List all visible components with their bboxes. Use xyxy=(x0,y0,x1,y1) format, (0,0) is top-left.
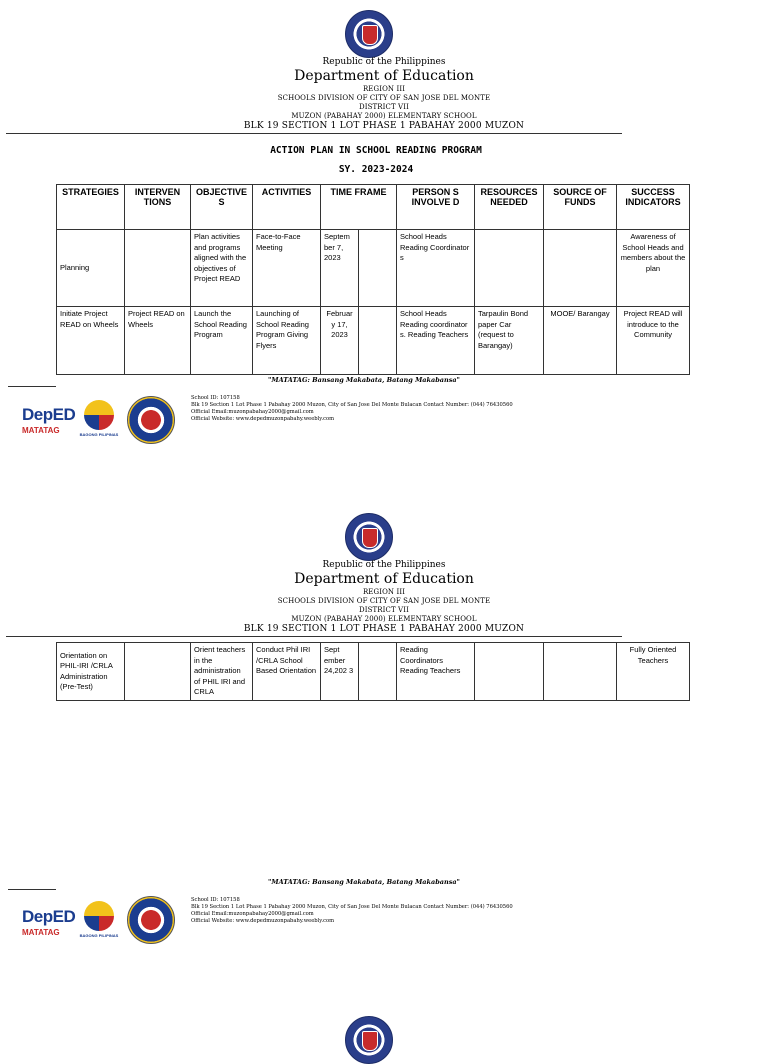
cell-objectives: Plan activities and programs aligned with the objectives of Project READ xyxy=(191,230,253,307)
table-row xyxy=(57,643,690,701)
table-header-row xyxy=(57,185,690,230)
cell-funds xyxy=(544,643,617,701)
division-text: SCHOOLS DIVISION OF CITY OF SAN JOSE DEL MONTE xyxy=(277,94,491,102)
col-header-funds: SOURCE OF FUNDS xyxy=(544,185,617,230)
cell-objectives: Orient teachers in the administration of PHIL IRI and CRLA xyxy=(191,643,253,701)
cell-interventions: Project READ on Wheels xyxy=(125,307,191,375)
col-header-time-frame: TIME FRAME xyxy=(321,185,397,230)
district-text: DISTRICT VII xyxy=(359,103,409,111)
footer-address-contact: Blk 19 Section 1 Lot Phase 1 Pabahay 2000 Muzon, City of San Jose Del Monte Bulacan Contact Number: (044) 76430560 xyxy=(191,402,513,408)
document-title: ACTION PLAN IN SCHOOL READING PROGRAM xyxy=(270,145,482,156)
cell-persons: Reading Coordinators Reading Teachers xyxy=(397,643,475,701)
cell-interventions xyxy=(125,230,191,307)
bagong-pilipinas-logo xyxy=(76,901,122,941)
school-address: BLK 19 SECTION 1 LOT PHASE 1 PABAHAY 2000 MUZON xyxy=(243,121,525,131)
footer-email: Official Email:muzonpabahay2000@gmail.com xyxy=(191,409,314,415)
motto-text: "MATATAG: Bansang Makabata, Batang Makabansa" xyxy=(268,878,460,886)
cell-resources: Tarpaulin Bond paper Car (request to Barangay) xyxy=(475,307,544,375)
header-divider xyxy=(6,636,622,637)
cell-activities: Launching of School Reading Program Giving Flyers xyxy=(253,307,321,375)
deped-logo-text: DepED xyxy=(22,405,76,424)
cell-indicators: Awareness of School Heads and members about the plan xyxy=(617,230,690,307)
footer-website: Official Website: www.depedmuzonpabahy.weebly.com xyxy=(191,416,335,422)
footer-address-contact: Blk 19 Section 1 Lot Phase 1 Pabahay 2000 Muzon, City of San Jose Del Monte Bulacan Contact Number: (044) 76430560 xyxy=(191,904,513,910)
bagong-pilipinas-text: BAGONG PILIPINAS xyxy=(79,432,119,437)
matatag-logo-text: MATATAG xyxy=(22,426,60,435)
cell-objectives: Launch the School Reading Program xyxy=(191,307,253,375)
cell-strategies: Orientation on PHIL-IRI /CRLA Administration (Pre-Test) xyxy=(57,643,125,701)
matatag-logo-text: MATATAG xyxy=(22,928,60,937)
cell-time-frame-2 xyxy=(359,307,397,375)
bagong-pilipinas-logo xyxy=(76,400,122,440)
cell-funds xyxy=(544,230,617,307)
cell-activities: Face-to-Face Meeting xyxy=(253,230,321,307)
deped-seal-icon xyxy=(345,10,393,58)
deped-logo-text: DepED xyxy=(22,907,76,926)
school-id: School ID: 107158 xyxy=(191,897,240,903)
department-title: Department of Education xyxy=(294,571,474,587)
cell-interventions xyxy=(125,643,191,701)
cell-time-frame-2 xyxy=(359,230,397,307)
footer-website: Official Website: www.depedmuzonpabahy.weebly.com xyxy=(191,918,335,924)
col-header-strategies: STRATEGIES xyxy=(57,185,125,230)
cell-strategies: Planning xyxy=(57,230,125,307)
footer-info xyxy=(191,897,513,925)
footer-divider xyxy=(8,386,56,387)
school-address: BLK 19 SECTION 1 LOT PHASE 1 PABAHAY 2000 MUZON xyxy=(243,624,525,634)
district-text: DISTRICT VII xyxy=(359,606,409,614)
deped-matatag-logo xyxy=(22,907,76,943)
col-header-resources: RESOURCES NEEDED xyxy=(475,185,544,230)
cell-strategies: Initiate Project READ on Wheels xyxy=(57,307,125,375)
school-name: MUZON (PABAHAY 2000) ELEMENTARY SCHOOL xyxy=(291,615,477,623)
cell-time-frame: Februar y 17, 2023 xyxy=(321,307,359,375)
department-title: Department of Education xyxy=(294,68,474,84)
cell-resources xyxy=(475,230,544,307)
cell-indicators: Project READ will introduce to the Community xyxy=(617,307,690,375)
col-header-interventions: INTERVEN TIONS xyxy=(125,185,191,230)
school-logo-icon xyxy=(127,896,175,944)
cell-funds: MOOE/ Barangay xyxy=(544,307,617,375)
cell-activities: Conduct Phil IRI /CRLA School Based Orientation xyxy=(253,643,321,701)
cell-time-frame: Septem ber 7, 2023 xyxy=(321,230,359,307)
table-row xyxy=(57,230,690,307)
republic-text: Republic of the Philippines xyxy=(322,560,446,570)
school-logo-icon xyxy=(127,396,175,444)
action-plan-table xyxy=(56,184,690,375)
table-row xyxy=(57,307,690,375)
republic-text: Republic of the Philippines xyxy=(322,57,446,67)
action-plan-table-continued xyxy=(56,642,690,701)
cell-resources xyxy=(475,643,544,701)
cell-persons: School Heads Reading Coordinator s xyxy=(397,230,475,307)
division-text: SCHOOLS DIVISION OF CITY OF SAN JOSE DEL MONTE xyxy=(277,597,491,605)
footer-info xyxy=(191,395,513,423)
col-header-persons: PERSON S INVOLVE D xyxy=(397,185,475,230)
bagong-pilipinas-icon xyxy=(84,400,114,430)
motto-text: "MATATAG: Bansang Makabata, Batang Makabansa" xyxy=(268,376,460,384)
region-text: REGION III xyxy=(362,85,406,93)
deped-seal-icon-next-page xyxy=(345,1016,393,1064)
cell-persons: School Heads Reading coordinator s. Reading Teachers xyxy=(397,307,475,375)
school-name: MUZON (PABAHAY 2000) ELEMENTARY SCHOOL xyxy=(291,112,477,120)
cell-indicators: Fully Oriented Teachers xyxy=(617,643,690,701)
cell-time-frame-2 xyxy=(359,643,397,701)
school-year: SY. 2023-2024 xyxy=(338,164,414,175)
col-header-activities: ACTIVITIES xyxy=(253,185,321,230)
col-header-objectives: OBJECTIVE S xyxy=(191,185,253,230)
region-text: REGION III xyxy=(362,588,406,596)
footer-email: Official Email:muzonpabahay2000@gmail.com xyxy=(191,911,314,917)
header-divider xyxy=(6,133,622,134)
footer-divider xyxy=(8,889,56,890)
bagong-pilipinas-icon xyxy=(84,901,114,931)
deped-seal-icon xyxy=(345,513,393,561)
col-header-indicators: SUCCESS INDICATORS xyxy=(617,185,690,230)
cell-time-frame: Sept ember 24,202 3 xyxy=(321,643,359,701)
school-id: School ID: 107158 xyxy=(191,395,240,401)
deped-matatag-logo xyxy=(22,405,76,441)
bagong-pilipinas-text: BAGONG PILIPINAS xyxy=(79,933,119,938)
